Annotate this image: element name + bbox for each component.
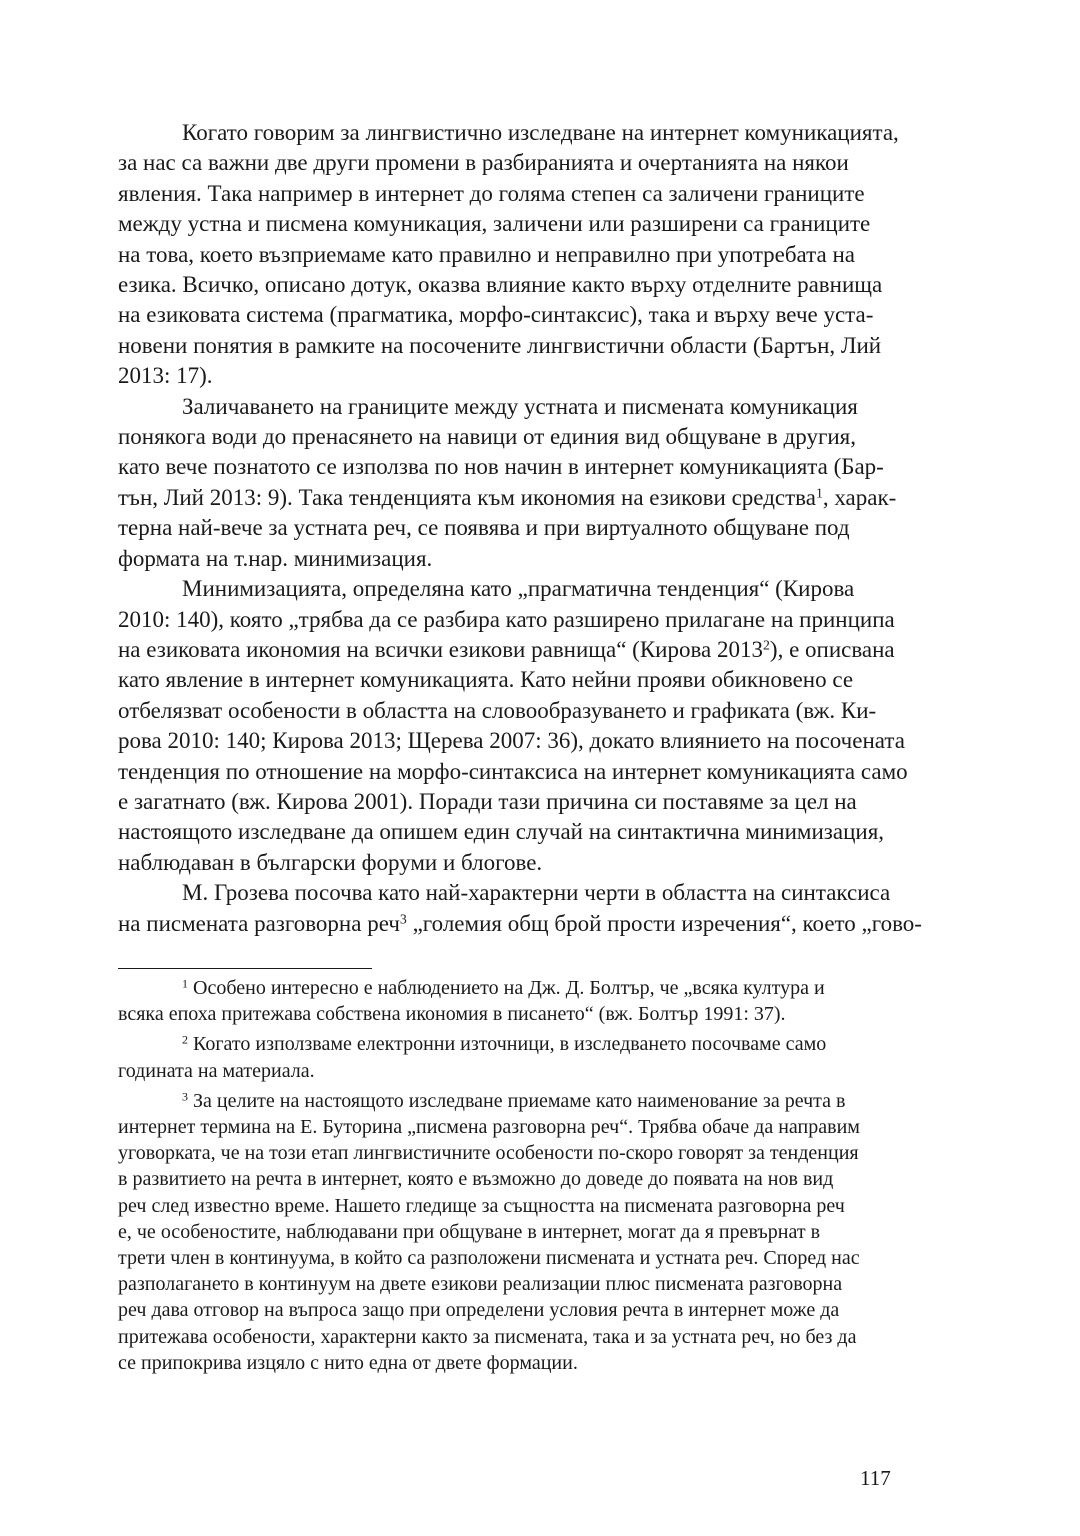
paragraph-4: М. Грозева посочва като най-характерни черти в областта на синтаксиса на писмената разговорна реч$^3$ „големия общ брой прости изречения“, което „гово- — [118, 880, 922, 936]
footnotes — [118, 975, 963, 1380]
footnote-2: $^2$ Когато използваме електронни източници, в изследването посочваме само годината на материала. — [118, 1032, 827, 1082]
paragraph-2: Заличаването на границите между устната и писмената комуникация понякога води до пренасянето на навици от единия вид общуване в другия, като вече познатото се използва по нов начин в интернет комуникацията (Бар- тън, Лий 2013: 9). Така тенденцията към икономия на езикови средства$^1$, харак- терна най-вече за устната реч, се появява и при виртуалното общуване под формата на т.нар. минимизация. — [118, 393, 897, 571]
paragraph-1: Когато говорим за лингвистично изследване на интернет комуникацията, за нас са важни две други промени в разбиранията и очертанията на някои явления. Така например в интернет до голяма степен са заличени границите между устна и писмена комуникация, заличени или разширени са границите на това, което възприемаме като правилно и неправилно при употребата на езика. Всичко, описано дотук, оказва влияние както върху отделните равнища на езиковата система (прагматика, морфо-синтаксис), така и върху вече уста- новени понятия в рамките на посочените лингвистични области (Бартън, Лий 2013: 17). — [118, 120, 899, 389]
footnote-number: 2 — [182, 1032, 188, 1047]
footnote-separator — [118, 968, 372, 969]
footnote-3: $^3$ За целите на настоящото изследване приемаме като наименование за речта в интернет термина на Е. Буторина „писмена разговорна реч“. Трябва обаче да направим уговорката, че на този етап лингвистичните особености по-скоро говорят за тенденция в развитието на речта в интернет, която е възможно до доведе до появата на нов вид реч след известно време. Нашето гледище за същността на писмената разговорна реч е, че особеностите, наблюдавани при общуване в интернет, могат да я превърнат в трети член в континуума, в който са разположени писмената и устната реч. Според нас разполагането в континуум на двете езикови реализации плюс писмената разговорна реч дава отговор на въпроса защо при определени условия речта в интернет може да притежава особености, характерни както за писмената, така и за устната реч, но без да се припокрива изцяло с нито една от двете формации. — [118, 1089, 860, 1374]
main-text — [118, 118, 963, 939]
footnote-ref-1[interactable]: 1 — [815, 485, 823, 501]
paragraph-3: Минимизацията, определяна като „прагматична тенденция“ (Кирова 2010: 140), която „трябва да се разбира като разширено прилагане на принципа на езиковата икономия на всички езикови равнища“ (Кирова 2013$^2$), е описвана като явление в интернет комуникацията. Като нейни прояви обикновено се отбелязват особености в областта на словообразуването и графиката (вж. Ки- рова 2010: 140; Кирова 2013; Щерева 2007: 36), докато влиянието на посочената тенденция по отношение на морфо-синтаксиса на интернет комуникацията само е загатнато (вж. Кирова 2001). Поради тази причина си поставяме за цел на настоящото изследване да опишем един случай на синтактична минимизация, наблюдаван в български форуми и блогове. — [118, 576, 908, 875]
footnote-ref-2[interactable]: 2 — [763, 637, 770, 653]
footnote-number: 3 — [182, 1089, 188, 1104]
page-number: 117 — [860, 1466, 891, 1490]
footnote-number: 1 — [182, 976, 188, 991]
footnote-1: $^1$ Особено интересно е наблюдението на Дж. Д. Болтър, че „всяка култура и всяка епоха притежава собствена икономия в писането“ (вж. Болтър 1991: 37). — [118, 976, 825, 1026]
footnote-ref-3[interactable]: 3 — [399, 910, 407, 926]
